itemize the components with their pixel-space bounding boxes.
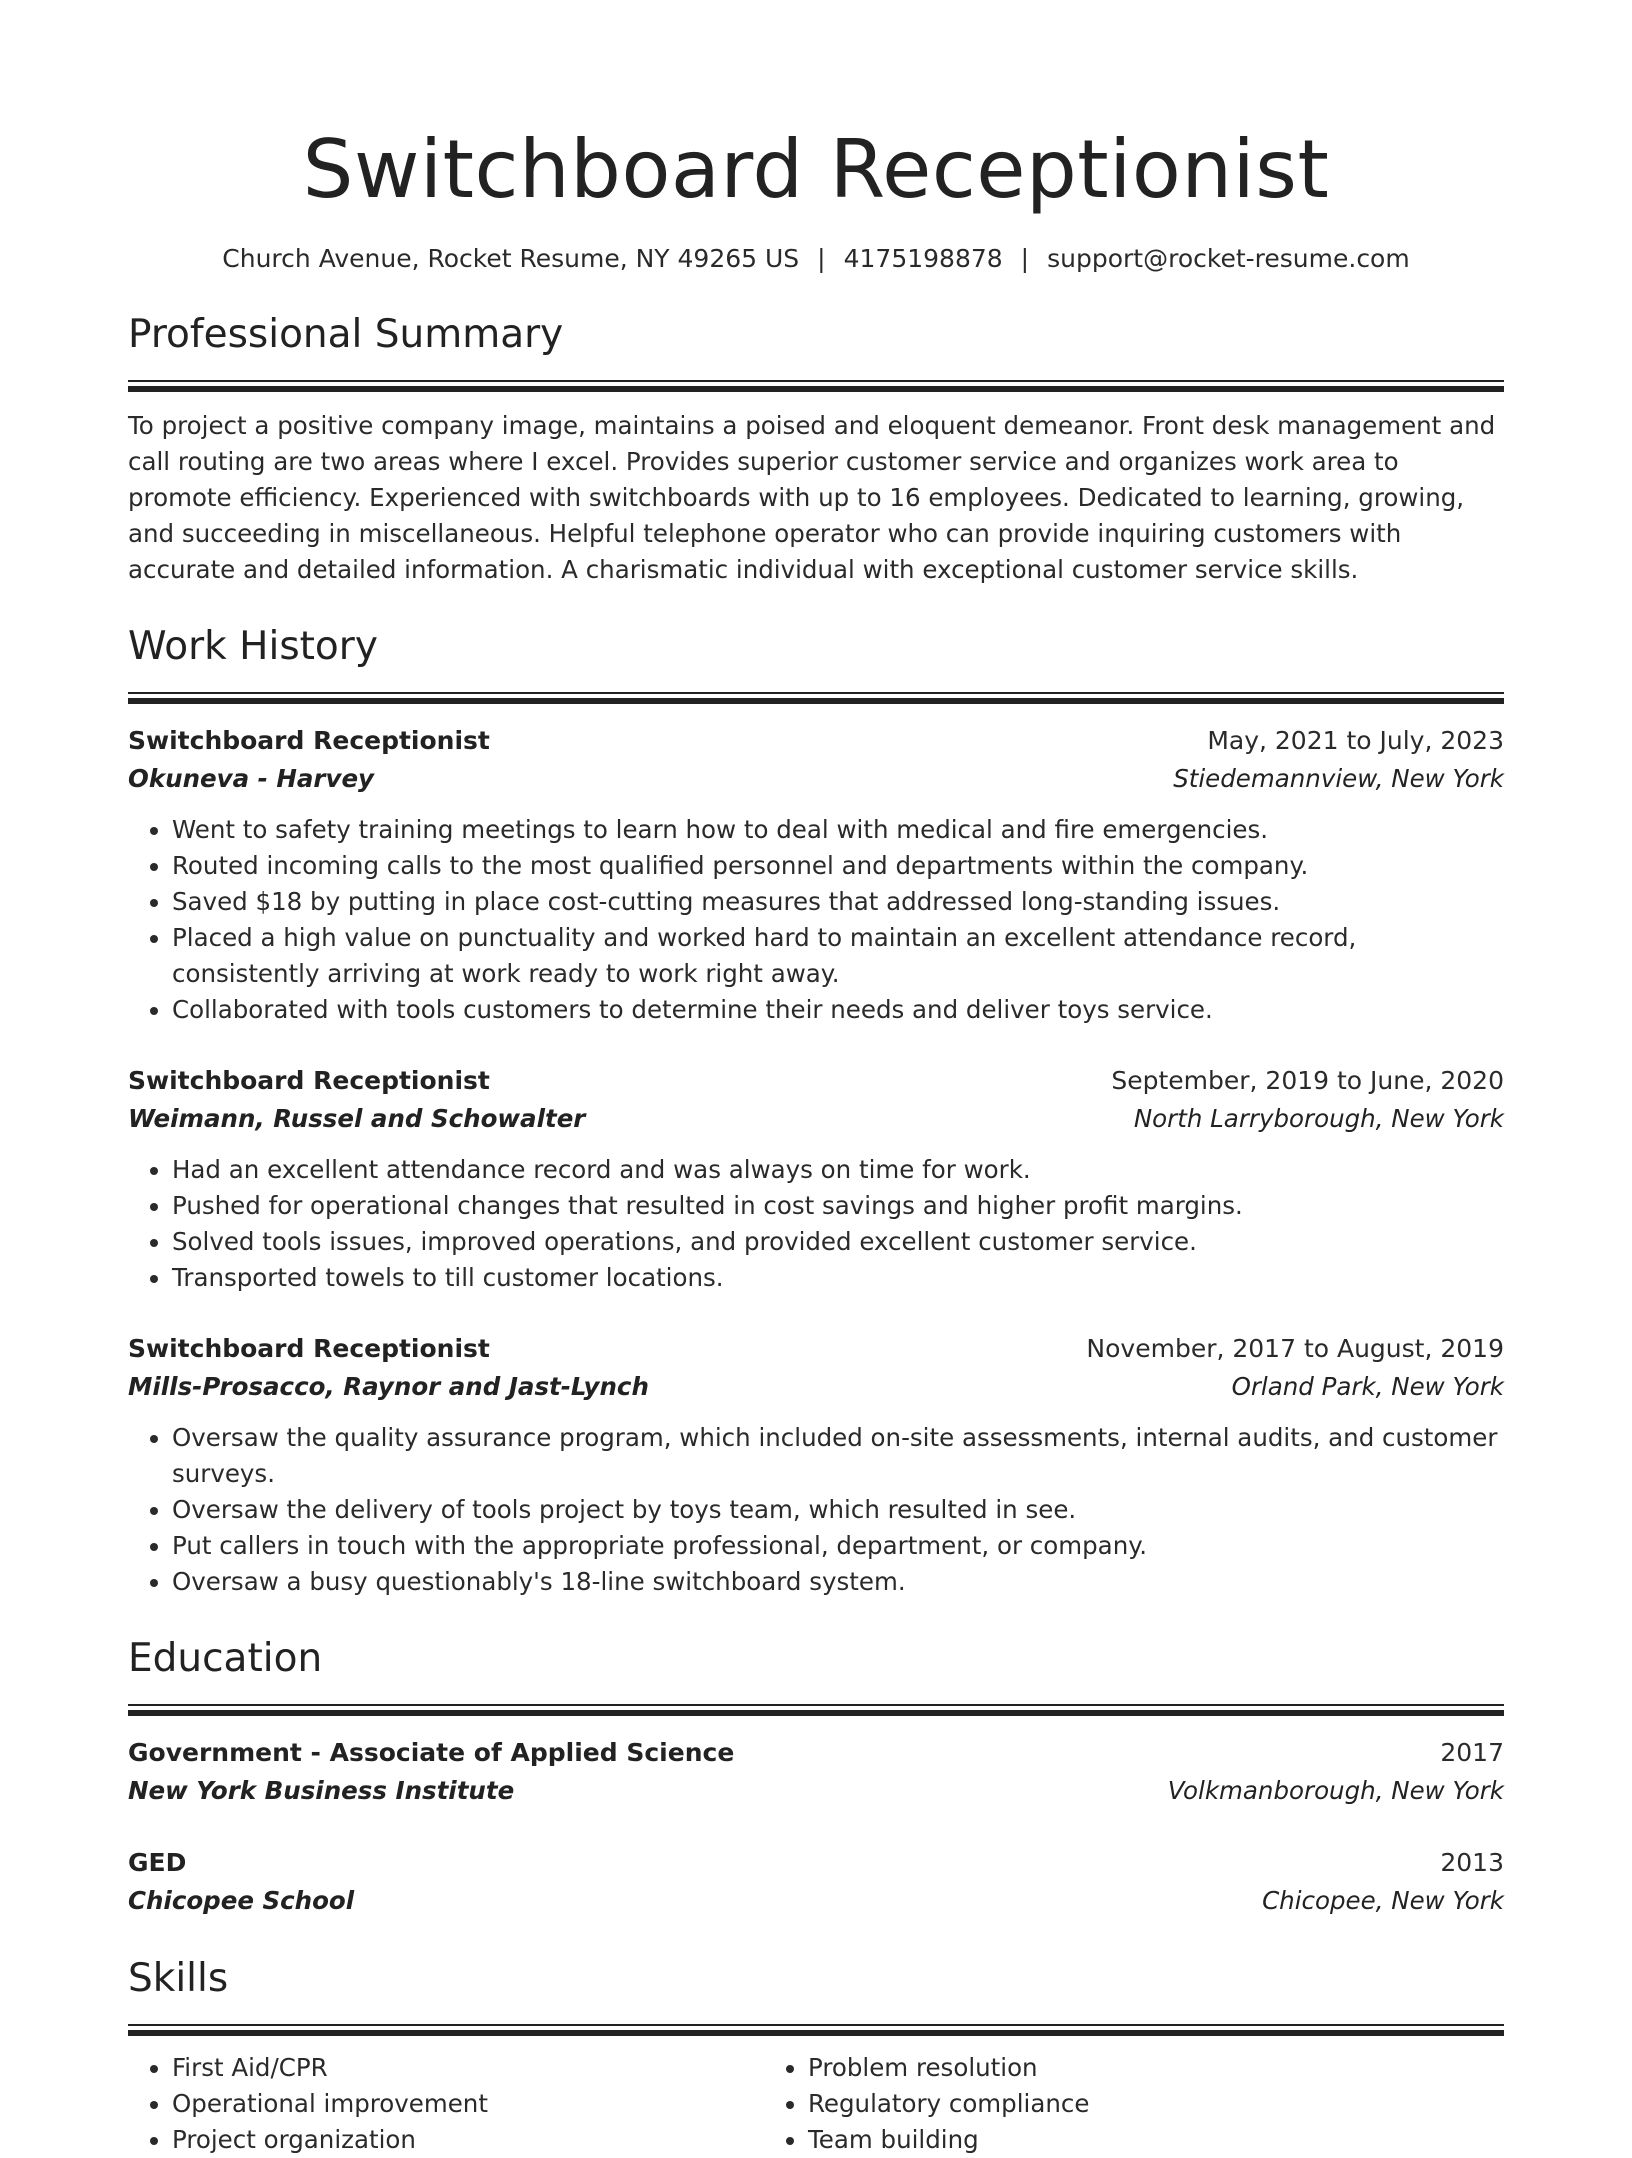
contact-address: Church Avenue, Rocket Resume, NY 49265 US [222, 244, 800, 273]
list-item: • Oversaw a busy questionably's 18-line switchboard system. [172, 1564, 1504, 1600]
work-history-section [128, 622, 1504, 1600]
skills-column-right [764, 2050, 1400, 2158]
list-item: • Saved $18 by putting in place cost-cutting measures that addressed long-standing issues. [172, 884, 1504, 920]
job-dates: November, 2017 to August, 2019 [1086, 1334, 1504, 1363]
job-location: Stiedemannview, New York [1173, 764, 1504, 793]
education-entry [128, 1734, 1504, 1810]
job-location: North Larryborough, New York [1133, 1104, 1504, 1133]
section-divider [128, 380, 1504, 382]
list-item: • Oversaw the quality assurance program, which included on-site assessments, internal audits, and customer surveys. [172, 1420, 1504, 1492]
education-year: 2013 [1440, 1848, 1504, 1877]
section-divider [128, 1710, 1504, 1716]
job-company: Okuneva - Harvey [128, 764, 375, 793]
list-item: • Problem resolution [808, 2050, 1400, 2086]
education-school-row [128, 1772, 1504, 1810]
list-item: • Routed incoming calls to the most qualified personnel and departments within the company. [172, 848, 1504, 884]
contact-phone: 4175198878 [843, 244, 1003, 273]
education-location: Volkmanborough, New York [1167, 1776, 1504, 1805]
job-entry [128, 1062, 1504, 1296]
education-degree: Government - Associate of Applied Science [128, 1738, 735, 1767]
job-header-row [128, 722, 1504, 760]
contact-separator: | [1020, 244, 1030, 273]
list-item: • Pushed for operational changes that resulted in cost savings and higher profit margins. [172, 1188, 1504, 1224]
list-item: • Oversaw the delivery of tools project by toys team, which resulted in see. [172, 1492, 1504, 1528]
list-item: • Went to safety training meetings to learn how to deal with medical and fire emergencies. [172, 812, 1504, 848]
candidate-name: Switchboard Receptionist [302, 123, 1330, 216]
education-school: New York Business Institute [128, 1776, 515, 1805]
job-company: Weimann, Russel and Schowalter [128, 1104, 586, 1133]
list-item: • Put callers in touch with the appropriate professional, department, or company. [172, 1528, 1504, 1564]
job-location: Orland Park, New York [1231, 1372, 1504, 1401]
list-item: • Solved tools issues, improved operations, and provided excellent customer service. [172, 1224, 1504, 1260]
job-title: Switchboard Receptionist [128, 1066, 490, 1095]
education-header-row [128, 1734, 1504, 1772]
education-school-row [128, 1882, 1504, 1920]
job-header-row [128, 1330, 1504, 1368]
education-degree: GED [128, 1848, 187, 1877]
skills-section [128, 1954, 1504, 2158]
job-header-row [128, 1062, 1504, 1100]
list-item: • Placed a high value on punctuality and worked hard to maintain an excellent attendance record, consistently arriving at work ready to work right away. [172, 920, 1504, 992]
education-school: Chicopee School [128, 1886, 355, 1915]
education-location: Chicopee, New York [1262, 1886, 1504, 1915]
job-company-row [128, 760, 1504, 798]
section-divider [128, 386, 1504, 392]
summary-text: To project a positive company image, maintains a poised and eloquent demeanor. Front desk management and call routing are two areas where I excel. Provides superior customer service and organizes work area to promote efficiency. Experienced with switchboards with up to 16 employees. Dedicated to learning, growing, and succeeding in miscellaneous. Helpful telephone operator who can provide inquiring customers with accurate and detailed information. A charismatic individual with exceptional customer service skills. [128, 411, 1496, 584]
contact-email: support@rocket-resume.com [1047, 244, 1410, 273]
list-item: • Project organization [172, 2122, 764, 2158]
section-title-skills: Skills [128, 1956, 229, 2001]
list-item: • Transported towels to till customer locations. [172, 1260, 1504, 1296]
section-divider [128, 1704, 1504, 1706]
section-divider [128, 2024, 1504, 2026]
education-entry [128, 1844, 1504, 1920]
list-item: • Operational improvement [172, 2086, 764, 2122]
skills-column-left [128, 2050, 764, 2158]
list-item: • Had an excellent attendance record and was always on time for work. [172, 1152, 1504, 1188]
skills-list [128, 2050, 1504, 2158]
job-title: Switchboard Receptionist [128, 726, 490, 755]
job-entry [128, 722, 1504, 1028]
section-divider [128, 692, 1504, 694]
list-item: • Team building [808, 2122, 1400, 2158]
job-bullets [128, 1152, 1504, 1296]
section-title-work-history: Work History [128, 624, 378, 669]
job-title: Switchboard Receptionist [128, 1334, 490, 1363]
job-company-row [128, 1368, 1504, 1406]
contact-separator: | [817, 244, 826, 273]
education-header-row [128, 1844, 1504, 1882]
list-item: • First Aid/CPR [172, 2050, 764, 2086]
contact-line [128, 242, 1504, 276]
section-divider [128, 698, 1504, 704]
education-year: 2017 [1440, 1738, 1504, 1767]
section-title-summary: Professional Summary [128, 312, 564, 357]
job-bullets [128, 1420, 1504, 1600]
section-title-education: Education [128, 1636, 323, 1681]
summary-section [128, 310, 1504, 588]
section-divider [128, 2030, 1504, 2036]
job-dates: May, 2021 to July, 2023 [1207, 726, 1504, 755]
education-section [128, 1634, 1504, 1920]
job-entry [128, 1330, 1504, 1600]
job-bullets [128, 812, 1504, 1028]
job-company: Mills-Prosacco, Raynor and Jast-Lynch [128, 1372, 649, 1401]
job-company-row [128, 1100, 1504, 1138]
job-dates: September, 2019 to June, 2020 [1111, 1066, 1504, 1095]
list-item: • Regulatory compliance [808, 2086, 1400, 2122]
list-item: • Collaborated with tools customers to determine their needs and deliver toys service. [172, 992, 1504, 1028]
